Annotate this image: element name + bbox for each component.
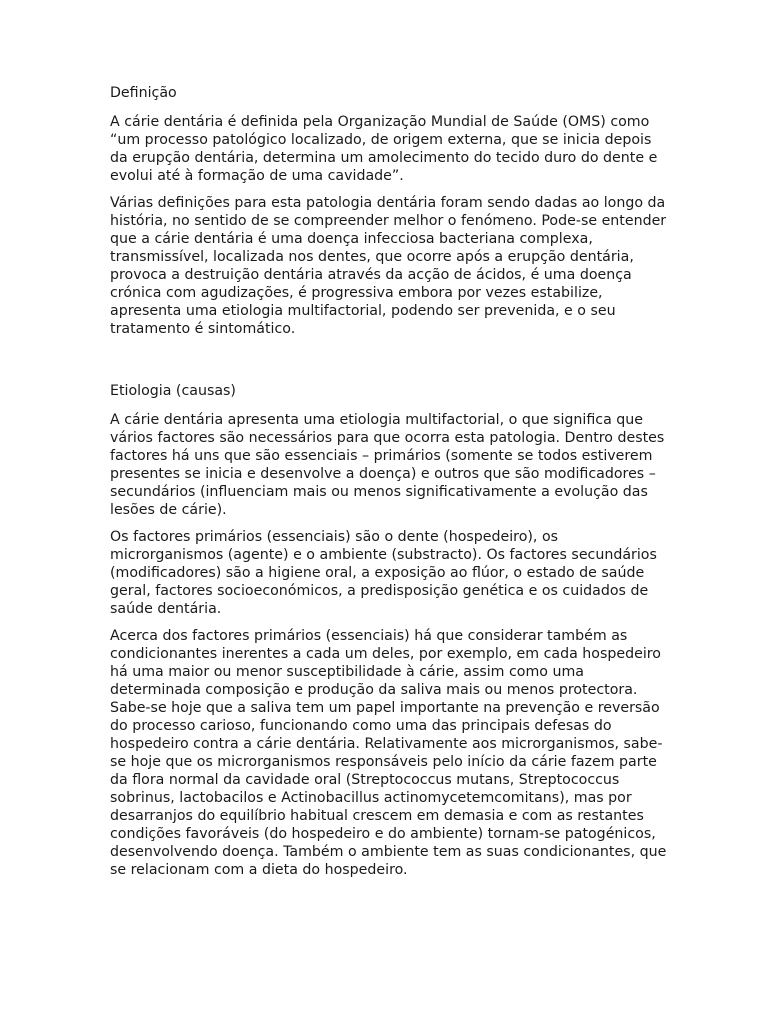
paragraph: Os factores primários (essenciais) são o dente (hospedeiro), os microrganismos (agente) e o ambiente (substracto). Os factores secundários (modificadores) são a higiene oral, a exposição ao flúor, o estado de saúde geral, factores socioeconómicos, a predisposição genética e os cuidados de saúde dentária.: [110, 529, 657, 617]
document-page: [110, 84, 670, 879]
section-heading-definicao: Definição: [110, 85, 177, 101]
paragraph: A cárie dentária apresenta uma etiologia multifactorial, o que significa que vários factores são necessários para que ocorra esta patologia. Dentro destes factores há uns que são essenciais – primários (somente se todos estiverem presentes se inicia e desenvolve a doença) e outros que são modificadores – secundários (influenciam mais ou menos significativamente a evolução das lesões de cárie).: [110, 412, 665, 518]
section-heading-etiologia: Etiologia (causas): [110, 383, 236, 399]
paragraph: Acerca dos factores primários (essenciais) há que considerar também as condicionantes inerentes a cada um deles, por exemplo, em cada hospedeiro há uma maior ou menor susceptibilidade à cárie, assim como uma determinada composição e produção da saliva mais ou menos protectora. Sabe-se hoje que a saliva tem um papel importante na prevenção e reversão do processo carioso, funcionando como uma das principais defesas do hospedeiro contra a cárie dentária. Relativamente aos microrganismos, sabe-se hoje que os microrganismos responsáveis pelo início da cárie fazem parte da flora normal da cavidade oral (Streptococcus mutans, Streptococcus sobrinus, lactobacilos e Actinobacillus actinomycetemcomitans), mas por desarranjos do equilíbrio habitual crescem em demasia e com as restantes condições favoráveis (do hospedeiro e do ambiente) tornam-se patogénicos, desenvolvendo doença. Também o ambiente tem as suas condicionantes, que se relacionam com a dieta do hospedeiro.: [110, 628, 667, 878]
paragraph: A cárie dentária é definida pela Organização Mundial de Saúde (OMS) como “um processo patológico localizado, de origem externa, que se inicia depois da erupção dentária, determina um amolecimento do tecido duro do dente e evolui até à formação de uma cavidade”.: [110, 114, 658, 184]
paragraph: Várias definições para esta patologia dentária foram sendo dadas ao longo da história, no sentido de se compreender melhor o fenómeno. Pode-se entender que a cárie dentária é uma doença infecciosa bacteriana complexa, transmissível, localizada nos dentes, que ocorre após a erupção dentária, provoca a destruição dentária através da acção de ácidos, é uma doença crónica com agudizações, é progressiva embora por vezes estabilize, apresenta uma etiologia multifactorial, podendo ser prevenida, e o seu tratamento é sintomático.: [110, 195, 667, 337]
